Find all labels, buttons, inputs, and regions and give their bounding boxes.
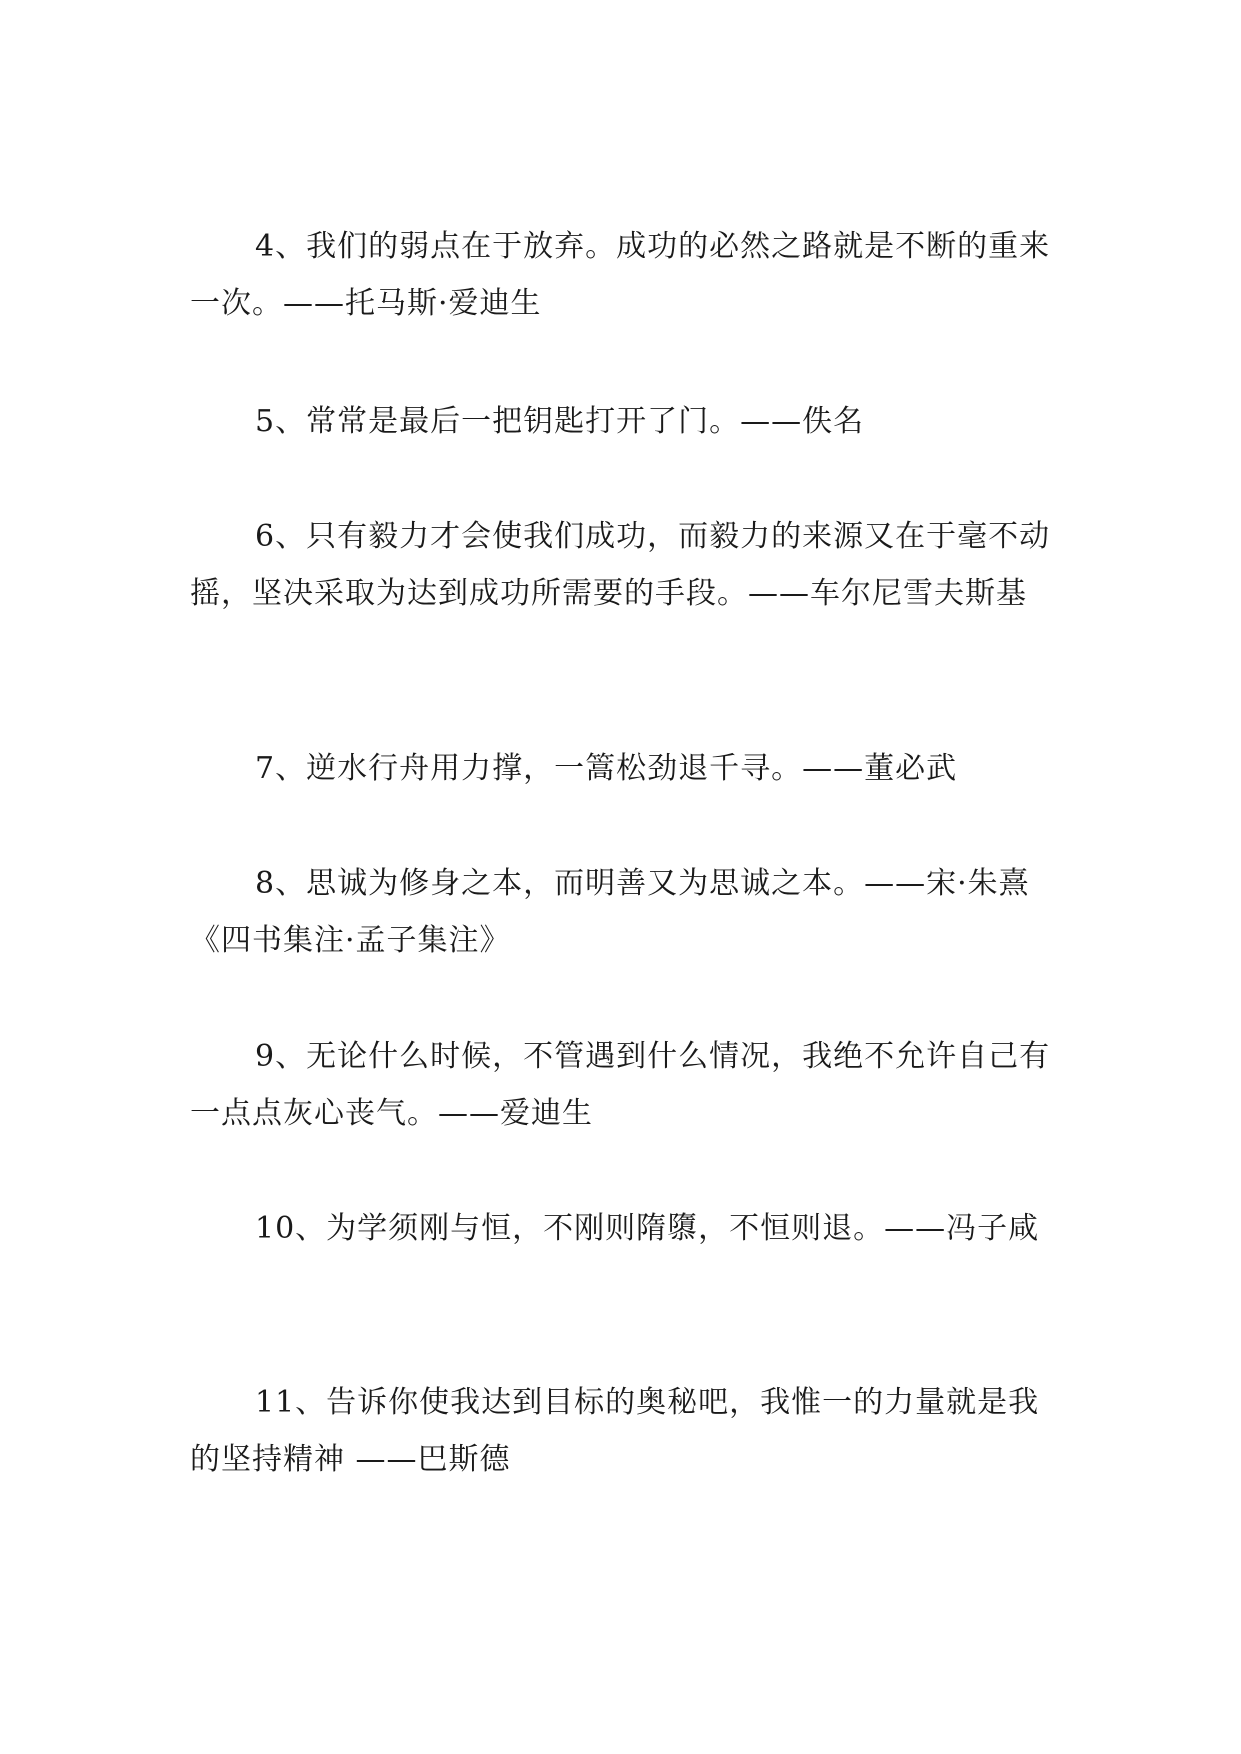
quote-5: 5、常常是最后一把钥匙打开了门。——佚名 xyxy=(255,404,865,439)
quote-4: 4、我们的弱点在于放弃。成功的必然之路就是不断的重来一次。——托马斯·爱迪生 xyxy=(190,229,1051,321)
quote-8: 8、思诚为修身之本，而明善又为思诚之本。——宋·朱熹《四书集注·孟子集注》 xyxy=(190,866,1030,958)
quote-6: 6、只有毅力才会使我们成功，而毅力的来源又在于毫不动摇，坚决采取为达到成功所需要的手段。——车尔尼雪夫斯基 xyxy=(190,519,1051,611)
quote-7: 7、逆水行舟用力撑，一篙松劲退千寻。——董必武 xyxy=(255,751,958,786)
quote-9: 9、无论什么时候，不管遇到什么情况，我绝不允许自己有一点点灰心丧气。——爱迪生 xyxy=(190,1039,1051,1131)
quote-10: 10、为学须刚与恒，不刚则隋隳，不恒则退。——冯子咸 xyxy=(255,1211,1040,1246)
quote-11: 11、告诉你使我达到目标的奥秘吧，我惟一的力量就是我的坚持精神 ——巴斯德 xyxy=(190,1385,1040,1477)
